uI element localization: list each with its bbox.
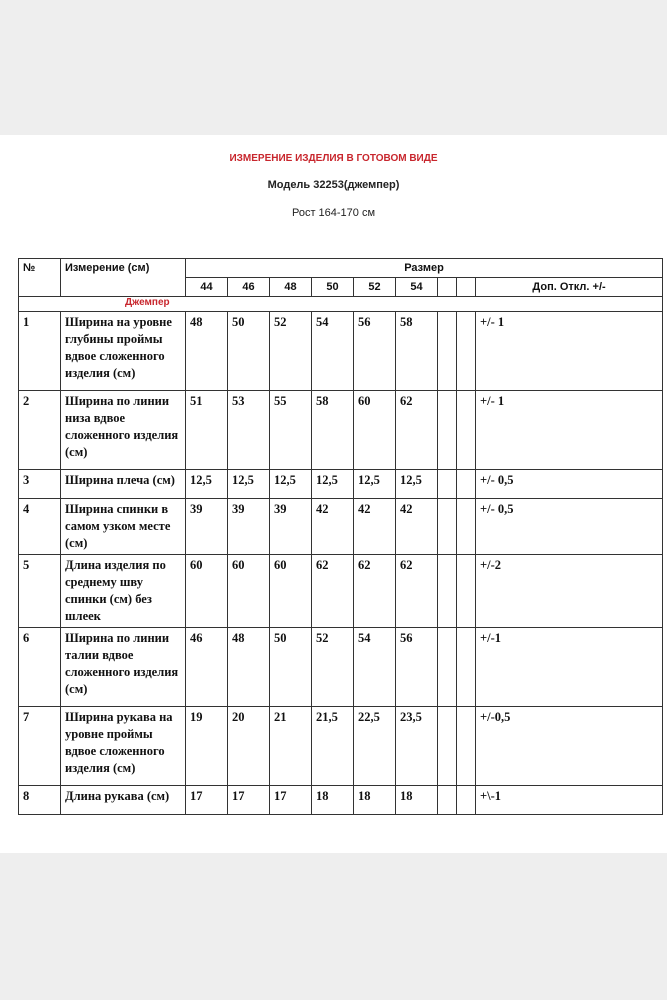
size-value: 60 bbox=[354, 391, 396, 470]
table-row bbox=[19, 707, 663, 786]
empty-cell bbox=[438, 391, 457, 470]
size-value: 53 bbox=[228, 391, 270, 470]
size-value: 17 bbox=[270, 786, 312, 815]
size-value: 21,5 bbox=[312, 707, 354, 786]
size-value: 42 bbox=[396, 499, 438, 555]
empty-cell bbox=[457, 555, 476, 628]
tolerance-value: +/- 1 bbox=[476, 312, 663, 391]
tolerance-value: +/- 0,5 bbox=[476, 470, 663, 499]
size-value: 54 bbox=[354, 628, 396, 707]
table-row bbox=[19, 786, 663, 815]
size-value: 58 bbox=[312, 391, 354, 470]
measurement-name: Ширина плеча (см) bbox=[61, 470, 186, 499]
size-value: 48 bbox=[228, 628, 270, 707]
size-value: 55 bbox=[270, 391, 312, 470]
table-row bbox=[19, 312, 663, 391]
empty-cell bbox=[438, 786, 457, 815]
tolerance-value: +/-0,5 bbox=[476, 707, 663, 786]
size-value: 18 bbox=[312, 786, 354, 815]
size-value: 51 bbox=[186, 391, 228, 470]
section-label: Джемпер bbox=[19, 297, 663, 312]
size-value: 19 bbox=[186, 707, 228, 786]
size-value: 54 bbox=[312, 312, 354, 391]
size-value: 17 bbox=[228, 786, 270, 815]
size-value: 52 bbox=[270, 312, 312, 391]
measurement-name: Длина изделия по среднему шву спинки (см) без шлеек bbox=[61, 555, 186, 628]
size-value: 12,5 bbox=[396, 470, 438, 499]
row-number: 6 bbox=[19, 628, 61, 707]
empty-cell bbox=[438, 499, 457, 555]
size-value: 12,5 bbox=[270, 470, 312, 499]
header-row bbox=[19, 259, 663, 278]
model-label: Модель 32253(джемпер) bbox=[267, 179, 400, 191]
row-number: 7 bbox=[19, 707, 61, 786]
size-value: 17 bbox=[186, 786, 228, 815]
tolerance-value: +/- 0,5 bbox=[476, 499, 663, 555]
height-label: Рост 164-170 см bbox=[291, 207, 376, 219]
measurement-table bbox=[18, 258, 663, 815]
measurement-name: Ширина по линии низа вдвое сложенного изделия (см) bbox=[61, 391, 186, 470]
size-value: 42 bbox=[354, 499, 396, 555]
size-value: 21 bbox=[270, 707, 312, 786]
size-value: 23,5 bbox=[396, 707, 438, 786]
tolerance-value: +/-2 bbox=[476, 555, 663, 628]
section-row bbox=[19, 297, 663, 312]
size-value: 52 bbox=[312, 628, 354, 707]
tolerance-value: +/-1 bbox=[476, 628, 663, 707]
size-value: 60 bbox=[270, 555, 312, 628]
measurement-name: Ширина на уровне глубины проймы вдвое сложенного изделия (см) bbox=[61, 312, 186, 391]
size-header: 54 bbox=[396, 278, 438, 297]
empty-cell bbox=[457, 391, 476, 470]
table-row bbox=[19, 628, 663, 707]
empty-cell bbox=[438, 312, 457, 391]
size-value: 48 bbox=[186, 312, 228, 391]
empty-cell bbox=[457, 786, 476, 815]
measurement-name: Ширина рукава на уровне проймы вдвое сложенного изделия (см) bbox=[61, 707, 186, 786]
number-column-header: № bbox=[19, 259, 61, 297]
size-value: 12,5 bbox=[312, 470, 354, 499]
measure-column-header: Измерение (см) bbox=[61, 259, 186, 297]
size-value: 39 bbox=[228, 499, 270, 555]
empty-size-cell bbox=[438, 278, 457, 297]
size-column-header: Размер bbox=[186, 259, 663, 278]
empty-cell bbox=[438, 555, 457, 628]
size-value: 12,5 bbox=[228, 470, 270, 499]
tolerance-value: +\-1 bbox=[476, 786, 663, 815]
row-number: 5 bbox=[19, 555, 61, 628]
empty-cell bbox=[457, 470, 476, 499]
empty-cell bbox=[457, 312, 476, 391]
size-value: 12,5 bbox=[186, 470, 228, 499]
empty-cell bbox=[438, 628, 457, 707]
empty-cell bbox=[438, 470, 457, 499]
tolerance-value: +/- 1 bbox=[476, 391, 663, 470]
row-number: 3 bbox=[19, 470, 61, 499]
measurement-name: Длина рукава (см) bbox=[61, 786, 186, 815]
size-value: 50 bbox=[270, 628, 312, 707]
empty-cell bbox=[438, 707, 457, 786]
measurement-name: Ширина по линии талии вдвое сложенного изделия (см) bbox=[61, 628, 186, 707]
size-header: 44 bbox=[186, 278, 228, 297]
table-row bbox=[19, 499, 663, 555]
size-value: 39 bbox=[186, 499, 228, 555]
tolerance-column-header: Доп. Откл. +/- bbox=[476, 278, 663, 297]
measurement-name: Ширина спинки в самом узком месте (см) bbox=[61, 499, 186, 555]
size-value: 60 bbox=[228, 555, 270, 628]
size-header: 48 bbox=[270, 278, 312, 297]
size-value: 60 bbox=[186, 555, 228, 628]
row-number: 8 bbox=[19, 786, 61, 815]
document-title: ИЗМЕРЕНИЕ ИЗДЕЛИЯ В ГОТОВОМ ВИДЕ bbox=[229, 153, 438, 164]
table-row bbox=[19, 470, 663, 499]
row-number: 2 bbox=[19, 391, 61, 470]
table-row bbox=[19, 555, 663, 628]
size-header: 52 bbox=[354, 278, 396, 297]
empty-size-cell bbox=[457, 278, 476, 297]
size-value: 50 bbox=[228, 312, 270, 391]
size-value: 39 bbox=[270, 499, 312, 555]
size-value: 62 bbox=[396, 391, 438, 470]
empty-cell bbox=[457, 499, 476, 555]
size-value: 62 bbox=[312, 555, 354, 628]
size-value: 46 bbox=[186, 628, 228, 707]
size-value: 56 bbox=[396, 628, 438, 707]
size-value: 56 bbox=[354, 312, 396, 391]
size-value: 62 bbox=[354, 555, 396, 628]
empty-cell bbox=[457, 707, 476, 786]
table-row bbox=[19, 391, 663, 470]
size-header: 46 bbox=[228, 278, 270, 297]
row-number: 1 bbox=[19, 312, 61, 391]
size-value: 18 bbox=[396, 786, 438, 815]
size-value: 22,5 bbox=[354, 707, 396, 786]
size-value: 58 bbox=[396, 312, 438, 391]
size-value: 42 bbox=[312, 499, 354, 555]
size-value: 18 bbox=[354, 786, 396, 815]
size-value: 12,5 bbox=[354, 470, 396, 499]
row-number: 4 bbox=[19, 499, 61, 555]
size-value: 62 bbox=[396, 555, 438, 628]
size-chart-sheet bbox=[0, 135, 667, 853]
empty-cell bbox=[457, 628, 476, 707]
size-value: 20 bbox=[228, 707, 270, 786]
size-header: 50 bbox=[312, 278, 354, 297]
